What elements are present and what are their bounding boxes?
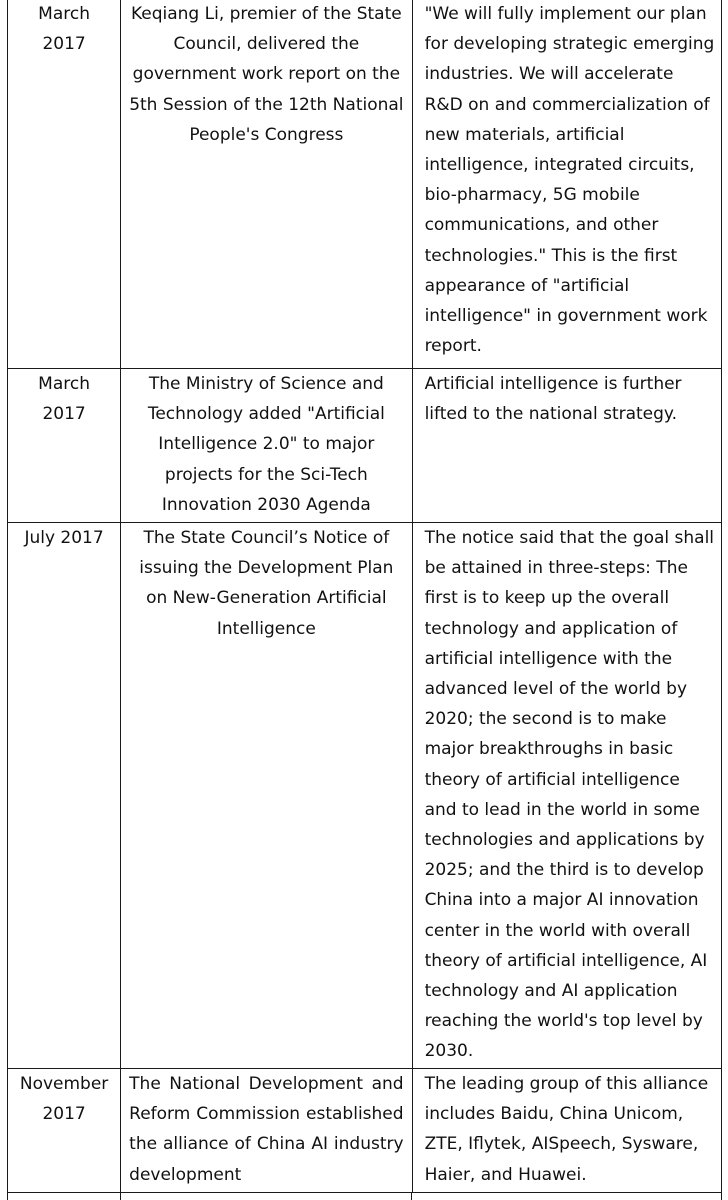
note-line: 2025; and the third is to develop [424,860,704,881]
note-line: intelligence, integrated circuits, [424,155,695,176]
date-line: 2017 [42,1104,86,1125]
date-line: March [38,4,90,24]
table-row [8,1069,722,1193]
date-cell [8,369,121,523]
note-line: includes Baidu, China Unicom, [424,1104,684,1125]
note-line: theory of artificial intelligence, AI [424,950,708,971]
note-line: intelligence" in government work [424,306,708,327]
next-row-divider [120,1192,121,1200]
next-row-divider [411,1192,412,1200]
event-line: 5th Session of the 12th National [129,94,404,115]
event-line: the alliance of China AI industry [129,1134,404,1155]
note-line: and to lead in the world in some [424,799,700,820]
note-line: center in the world with overall [424,920,691,941]
event-line: Intelligence 2.0" to major [158,434,375,455]
note-line: for developing strategic emerging [424,34,715,55]
event-line: on New-Generation Artificial [146,588,387,609]
note-line: theory of artificial intelligence [424,769,680,790]
table-row [8,523,722,1069]
note-line: technologies and applications by [424,830,705,851]
note-cell [412,0,721,369]
note-line: reaching the world's top level by [424,1011,703,1032]
note-line: ZTE, Iflytek, AISpeech, Sysware, [424,1134,699,1155]
note-line: Haier, and Huawei. [424,1164,587,1185]
note-cell [412,523,721,1069]
note-line: 2030. [424,1041,474,1062]
note-line: Artificial intelligence is further [424,374,682,394]
date-line: November [19,1074,109,1094]
date-line: 2017 [42,34,86,55]
next-row-divider [721,1192,722,1200]
next-row-border [7,1192,722,1193]
event-line: issuing the Development Plan [139,558,394,579]
note-line: industries. We will accelerate [424,64,674,85]
date-line: 2017 [42,404,86,425]
event-cell [121,1069,412,1193]
date-cell [8,0,121,369]
note-line: new materials, artificial [424,124,625,145]
event-cell [121,523,412,1069]
note-cell [412,1069,721,1193]
note-line: technology and AI application [424,981,678,1002]
note-line: artificial intelligence with the [424,648,673,669]
date-cell [8,1069,121,1193]
note-line: communications, and other [424,215,659,236]
note-line: "We will fully implement our plan [424,4,707,24]
event-line: Intelligence [216,618,316,639]
event-line: Council, delivered the [173,34,360,55]
note-cell [412,369,721,523]
event-line: The National Development and [129,1074,404,1094]
date-line: July 2017 [24,528,104,548]
note-line: technologies." This is the first [424,245,678,266]
event-line: The State Council’s Notice of [143,528,390,548]
date-line: March [38,374,90,394]
event-line: projects for the Sci-Tech [164,464,368,485]
note-line: The leading group of this alliance [424,1074,709,1094]
note-line: technology and application of [424,618,678,639]
note-line: appearance of "artificial [424,275,630,296]
event-cell [121,0,412,369]
note-line: advanced level of the world by [424,679,688,700]
note-line: The notice said that the goal shall [424,528,715,548]
table-row [8,369,722,523]
note-line: R&D on and commercialization of [424,94,710,115]
table-row [8,0,722,369]
event-line: Technology added "Artificial [147,404,385,425]
note-line: 2020; the second is to make [424,709,667,730]
event-line: People's Congress [189,124,344,145]
note-line: report. [424,336,482,357]
note-line: major breakthroughs in basic [424,739,674,760]
event-line: Reform Commission established [129,1104,404,1125]
event-line: Innovation 2030 Agenda [161,494,371,515]
event-line: Keqiang Li, premier of the State [130,4,402,24]
next-row-divider [7,1192,8,1200]
note-line: first is to keep up the overall [424,588,670,609]
note-line: be attained in three-steps: The [424,558,688,579]
note-line: bio-pharmacy, 5G mobile [424,185,640,206]
event-line: government work report on the [132,64,401,85]
note-line: China into a major AI innovation [424,890,699,911]
note-line: lifted to the national strategy. [424,404,677,425]
event-line: The Ministry of Science and [148,374,384,394]
date-cell [8,523,121,1069]
event-line: development [129,1164,242,1185]
ai-policy-timeline-table [7,0,722,1193]
event-cell [121,369,412,523]
